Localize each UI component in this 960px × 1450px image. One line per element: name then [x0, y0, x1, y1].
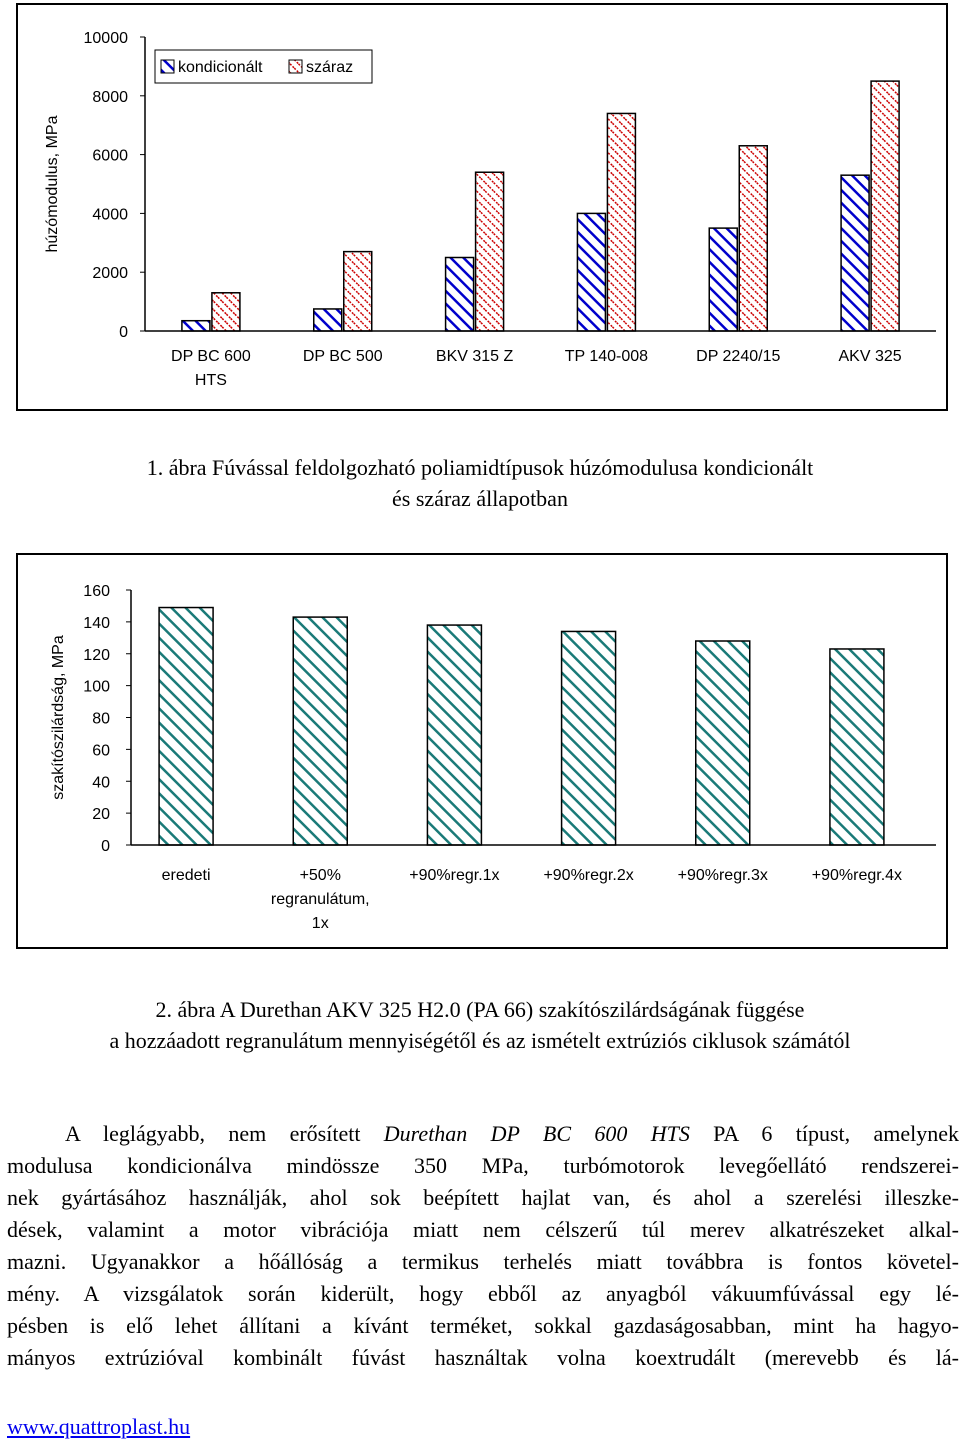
bar-kondicionalt [841, 175, 869, 331]
bar-szakitoszilardsag [830, 649, 884, 845]
x-tick-label: DP BC 500 [302, 348, 383, 365]
figure-2-caption-line-2: a hozzáadott regranulátum mennyiségétől és az ismételt extrúziós ciklusok számától [109, 1028, 851, 1053]
figure-1-caption [0, 452, 960, 514]
x-tick-label: +90%regr.2x [543, 867, 634, 884]
legend-label-kondicionalt: kondicionált [178, 59, 263, 76]
bar-szakitoszilardsag [562, 631, 616, 845]
x-tick-label: +90%regr.3x [677, 867, 768, 884]
legend-swatch-kondicionalt [161, 60, 174, 73]
product-name-italic: Durethan DP BC 600 HTS [383, 1121, 690, 1146]
bar-szakitoszilardsag [427, 625, 481, 845]
y-tick-label: 4000 [92, 206, 128, 224]
bar-kondicionalt [446, 258, 474, 332]
bar-kondicionalt [314, 309, 342, 331]
y-tick-label: 6000 [92, 147, 128, 165]
paragraph-line-1-end: PA 6 típust, amelynek [689, 1121, 959, 1146]
body-paragraph [7, 1118, 959, 1374]
x-tick-label: DP 2240/15 [696, 348, 781, 365]
legend-swatch-szaraz [289, 60, 302, 73]
y-tick-label: 100 [83, 678, 110, 696]
paragraph-line-6: mény. A vizsgálatok során kiderült, hogy ebből az anyagból vákuumfúvással egy lé- [7, 1281, 959, 1306]
x-tick-label: +50% [299, 867, 341, 884]
x-tick-label: +90%regr.4x [811, 867, 903, 884]
bar-szaraz [607, 113, 635, 331]
bar-szaraz [476, 172, 504, 331]
figure-1-caption-line-1: 1. ábra Fúvással feldolgozható poliamidtípusok húzómodulusa kondicionált [146, 455, 814, 480]
footer-website-link[interactable]: www.quattroplast.hu [7, 1414, 191, 1439]
x-tick-label: DP BC 600 [171, 348, 251, 365]
bar-kondicionalt [577, 213, 605, 331]
chart-tensile-modulus [16, 3, 948, 411]
figure-2-caption [0, 994, 960, 1056]
bar-kondicionalt [182, 321, 210, 331]
paragraph-line-3: nek gyártásához használják, ahol sok beépített hajlat van, és ahol a szerelési illeszke- [7, 1185, 959, 1210]
bar-szaraz [212, 293, 240, 331]
y-tick-label: 0 [119, 324, 128, 341]
figure-1-caption-line-2: és száraz állapotban [392, 486, 568, 511]
y-tick-label: 20 [92, 806, 110, 824]
bar-szakitoszilardsag [293, 617, 347, 845]
y-axis-title: húzómodulus, MPa [44, 115, 61, 253]
bar-kondicionalt [709, 228, 737, 331]
paragraph-line-7: pésben is elő lehet állítani a kívánt terméket, sokkal gazdaságosabban, mint ha hagyo- [7, 1313, 959, 1338]
x-tick-label: AKV 325 [838, 348, 902, 365]
paragraph-line-1-start: A leglágyabb, nem erősített [65, 1121, 384, 1146]
y-tick-label: 140 [83, 614, 110, 632]
x-tick-label: regranulátum, [270, 891, 370, 908]
x-tick-label: eredeti [161, 867, 211, 884]
y-tick-label: 10000 [83, 30, 128, 47]
paragraph-line-4: dések, valamint a motor vibrációja miatt nem célszerű túl merev alkatrészeket alkal- [7, 1217, 959, 1242]
chart-tensile-strength [16, 553, 948, 949]
chart-tensile-strength-svg [18, 555, 948, 949]
bar-szakitoszilardsag [696, 641, 750, 845]
y-tick-label: 120 [83, 646, 110, 664]
y-tick-label: 160 [83, 583, 110, 600]
y-tick-label: 2000 [92, 265, 128, 283]
paragraph-line-2: modulusa kondicionálva mindössze 350 MPa, turbómotorok levegőellátó rendszerei- [7, 1153, 959, 1178]
y-tick-label: 80 [92, 710, 110, 728]
y-tick-label: 60 [92, 742, 110, 760]
figure-2-caption-line-1: 2. ábra A Durethan AKV 325 H2.0 (PA 66) szakítószilárdságának függése [155, 997, 805, 1022]
bar-szakitoszilardsag [159, 608, 213, 845]
x-tick-label: TP 140-008 [564, 348, 649, 365]
bar-szaraz [739, 146, 767, 331]
y-tick-label: 8000 [92, 88, 128, 106]
paragraph-line-8: mányos extrúzióval kombinált fúvást használtak volna koextrudált (merevebb és lá- [7, 1345, 959, 1370]
x-tick-label: HTS [194, 372, 227, 389]
y-tick-label: 40 [92, 774, 110, 792]
y-tick-label: 0 [101, 838, 110, 855]
chart-tensile-modulus-svg [18, 5, 948, 411]
x-tick-label: +90%regr.1x [409, 867, 500, 884]
paragraph-line-5: mazni. Ugyanakkor a hőállóság a termikus terhelés miatt továbbra is fontos követel- [7, 1249, 959, 1274]
legend-label-szaraz: száraz [306, 59, 354, 76]
x-tick-label: BKV 315 Z [435, 348, 514, 365]
paragraph-line-1 [7, 1118, 959, 1150]
bar-szaraz [871, 81, 899, 331]
bar-szaraz [344, 252, 372, 331]
y-axis-title: szakítószilárdság, MPa [50, 635, 67, 800]
x-tick-label: 1x [311, 915, 329, 932]
